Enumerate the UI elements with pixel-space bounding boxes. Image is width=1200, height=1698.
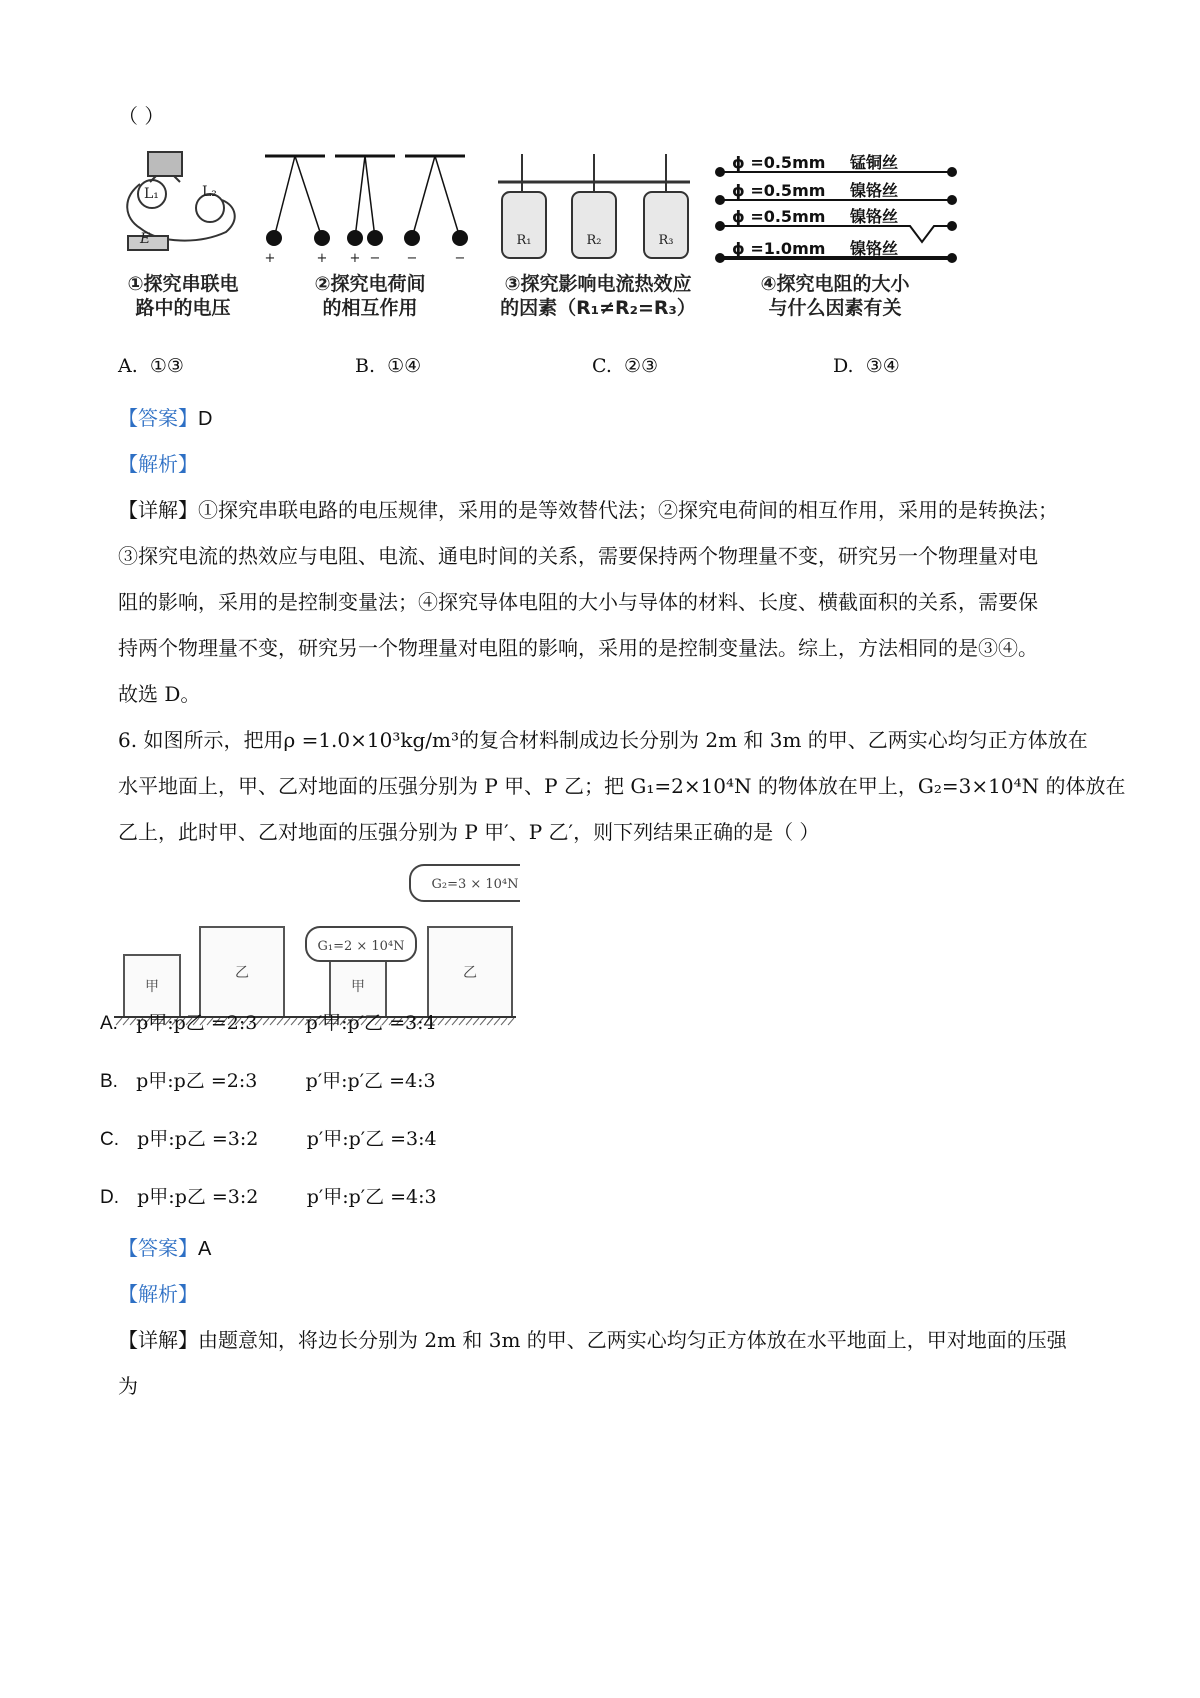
answer-line: 【答案】A <box>118 1236 212 1260</box>
box-jia-label: 甲 <box>351 979 365 995</box>
wire-material: 锰铜丝 <box>850 153 899 172</box>
option-b[interactable]: B. ①④ <box>355 355 422 377</box>
g2-label: G₂=3 × 10⁴N <box>431 877 519 892</box>
charge-sign: − <box>406 251 418 266</box>
charge-ball <box>404 230 420 246</box>
ground-hatch <box>487 1018 493 1025</box>
detail-line: 故选 D。 <box>118 682 201 706</box>
option-a[interactable]: A. ①③ <box>118 355 184 377</box>
charge-ball <box>347 230 363 246</box>
box-yi-label: 乙 <box>235 965 249 981</box>
figure-caption-2: ②探究电荷间 的相互作用 <box>314 273 426 319</box>
ground-hatch <box>452 1018 458 1025</box>
e-label: E <box>140 231 151 247</box>
detail-line: 持两个物理量不变，研究另一个物理量对电阻的影响，采用的是控制变量法。综上，方法相同的是③④。 <box>118 636 1038 660</box>
charge-sign: + <box>264 251 276 266</box>
box-jia-label: 甲 <box>145 979 159 995</box>
wire-material: 镍铬丝 <box>850 239 899 258</box>
analysis-heading: 【解析】 <box>118 452 198 476</box>
charge-sign: − <box>369 251 381 266</box>
detail-line: 【详解】①探究串联电路的电压规律，采用的是等效替代法；②探究电荷间的相互作用，采用的是转换法； <box>118 498 1058 522</box>
detail-line: ③探究电流的热效应与电阻、电流、通电时间的关系，需要保持两个物理量不变，研究另一个物理量对电 <box>118 544 1038 568</box>
ground-hatch <box>508 1018 514 1025</box>
wire-diameter: ϕ =0.5mm <box>732 181 826 200</box>
question-6-line-1: 6. 如图所示，把用ρ =1.0×10³kg/m³的复合材料制成边长分别为 2m 和 3m 的甲、乙两实心均匀正方体放在 <box>118 728 1088 752</box>
question-6-line-3: 乙上，此时甲、乙对地面的压强分别为 P 甲′、P 乙′，则下列结果正确的是（ ） <box>118 820 820 844</box>
wire-diameter: ϕ =0.5mm <box>732 207 826 226</box>
charge-pendulum-figure <box>265 156 465 238</box>
g1-label: G₁=2 × 10⁴N <box>317 939 405 954</box>
ground-hatch <box>459 1018 465 1025</box>
option-c[interactable]: C. p甲:p乙 =3:2 p′甲:p′乙 =3:4 <box>100 1128 437 1150</box>
charge-sign: − <box>454 251 466 266</box>
analysis-heading: 【解析】 <box>118 1282 198 1306</box>
ground-hatch <box>501 1018 507 1025</box>
wire-diameter: ϕ =0.5mm <box>732 153 826 172</box>
figure-caption-4: ④探究电阻的大小 与什么因素有关 <box>760 273 910 319</box>
box-yi-label: 乙 <box>463 965 477 981</box>
resistor-label: R₂ <box>586 233 602 248</box>
detail-line: 【详解】由题意知，将边长分别为 2m 和 3m 的甲、乙两实心均匀正方体放在水平地面上，甲对地面的压强 <box>118 1328 1067 1352</box>
resistor-label: R₃ <box>658 233 674 248</box>
wire-material: 镍铬丝 <box>850 181 899 200</box>
option-d[interactable]: D. ③④ <box>833 355 900 377</box>
detail-line: 为 <box>118 1374 138 1398</box>
answer-line: 【答案】D <box>118 406 213 430</box>
charge-ball <box>452 230 468 246</box>
option-b[interactable]: B. p甲:p乙 =2:3 p′甲:p′乙 =4:3 <box>100 1070 436 1092</box>
ground-hatch <box>438 1018 444 1025</box>
ground-hatch <box>445 1018 451 1025</box>
l2-label: L₂ <box>202 184 217 200</box>
ground-hatch <box>473 1018 479 1025</box>
charge-ball <box>314 230 330 246</box>
question-paren: （ ） <box>118 104 165 128</box>
ground-hatch <box>480 1018 486 1025</box>
figure-caption-3: ③探究影响电流热效应 的因素（R₁≠R₂=R₃） <box>500 273 696 319</box>
ground-hatch <box>466 1018 472 1025</box>
ground-hatch <box>494 1018 500 1025</box>
figure-caption-1: ①探究串联电 路中的电压 <box>127 273 239 319</box>
wire-material: 镍铬丝 <box>850 207 899 226</box>
resistor-label: R₁ <box>516 233 532 248</box>
charge-sign: + <box>316 251 328 266</box>
charge-ball <box>367 230 383 246</box>
charge-sign: + <box>349 251 361 266</box>
wire-diameter: ϕ =1.0mm <box>732 239 826 258</box>
charge-ball <box>266 230 282 246</box>
l1-label: L₁ <box>144 186 159 202</box>
option-a[interactable]: A. p甲:p乙 =2:3 p′甲:p′乙 =3:4 <box>100 1012 436 1034</box>
detail-line: 阻的影响，采用的是控制变量法；④探究导体电阻的大小与导体的材料、长度、横截面积的关系，需要保 <box>118 590 1038 614</box>
option-c[interactable]: C. ②③ <box>592 355 659 377</box>
option-d[interactable]: D. p甲:p乙 =3:2 p′甲:p′乙 =4:3 <box>100 1186 437 1208</box>
question-6-line-2: 水平地面上，甲、乙对地面的压强分别为 P 甲、P 乙；把 G₁=2×10⁴N 的物体放在甲上，G₂=3×10⁴N 的体放在 <box>118 774 1126 798</box>
